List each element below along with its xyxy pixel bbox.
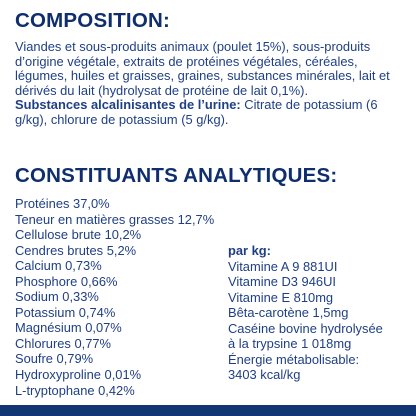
constituent-row: Chlorures 0,77%: [15, 335, 112, 351]
additive-row: Vitamine E 810mg: [228, 289, 334, 305]
additive-row: Caséine bovine hydrolysée: [228, 320, 383, 336]
analytic-left-column: [15, 196, 214, 398]
constituent-row: Teneur en matières grasses 12,7%: [15, 211, 215, 227]
constituent-row: Hydroxyproline 0,01%: [15, 367, 142, 383]
constituent-row: Phosphore 0,66%: [15, 273, 118, 289]
energy-label: Énergie métabolisable:: [228, 351, 360, 367]
urine-alkalinizers: [15, 98, 407, 127]
additive-row: Bêta-carotène 1,5mg: [228, 305, 349, 321]
additive-row: Vitamine A 9 881UI: [228, 258, 338, 274]
additive-row: Vitamine D3 946UI: [228, 274, 336, 290]
constituent-row: L-tryptophane 0,42%: [15, 382, 135, 398]
ingredients-text: Viandes et sous-produits animaux (poulet 15%), sous-produits d’origine végétale, extraits de protéines végétales, céréales, légumes, huiles et graisses, graines, substances minérales, lait et dérivés du lait (hydrolysat de protéine de lait 0,1%).: [15, 39, 390, 98]
additive-row: à la trypsine 1 018mg: [228, 336, 352, 352]
analytic-constituents-heading: CONSTITUANTS ANALYTIQUES:: [15, 164, 338, 187]
constituent-row: Magnésium 0,07%: [15, 320, 122, 336]
constituent-row: Protéines 37,0%: [15, 196, 110, 211]
per-kg-label: par kg:: [228, 243, 271, 258]
composition-text: [15, 40, 407, 127]
bottom-bar: [0, 405, 416, 416]
constituent-row: Sodium 0,33%: [15, 289, 99, 305]
constituent-row: Soufre 0,79%: [15, 351, 94, 367]
constituent-row: Potassium 0,74%: [15, 304, 116, 320]
energy-value: 3403 kcal/kg: [228, 367, 301, 383]
constituent-row: Cendres brutes 5,2%: [15, 242, 137, 258]
urine-alkalinizers-value: Citrate de potassium (6 g/kg), chlorure de potassium (5 g/kg).: [15, 97, 378, 127]
constituent-row: Cellulose brute 10,2%: [15, 227, 142, 243]
analytic-right-column: [228, 243, 383, 383]
composition-heading: COMPOSITION:: [15, 9, 171, 32]
constituent-row: Calcium 0,73%: [15, 258, 102, 274]
urine-alkalinizers-label: Substances alcalinisantes de l’urine:: [15, 97, 241, 113]
